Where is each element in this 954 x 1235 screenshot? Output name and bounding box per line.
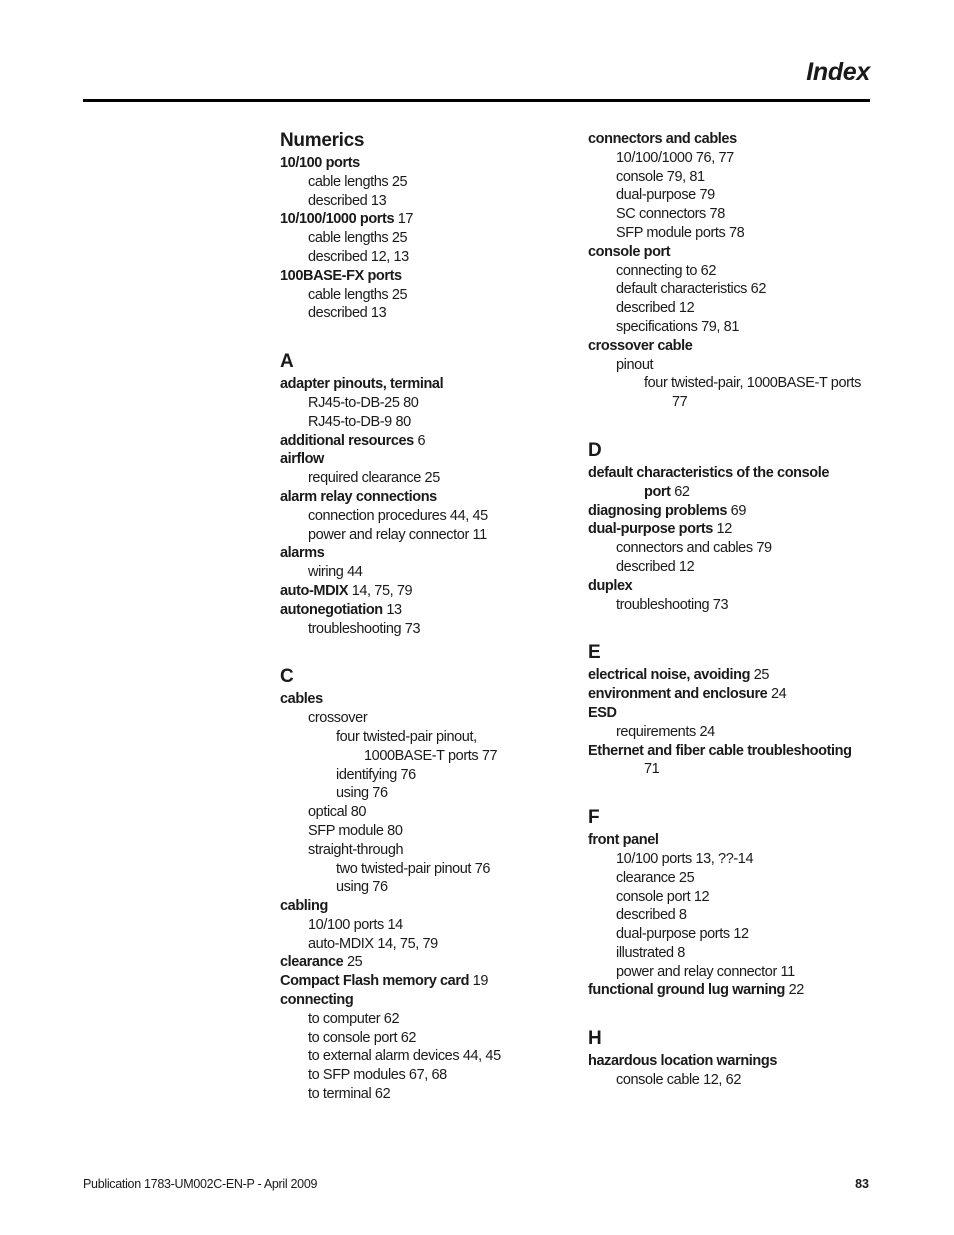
entry-text: connecting	[280, 992, 354, 1009]
entry-text: to console port 62	[308, 1029, 417, 1046]
index-subentry	[280, 803, 550, 822]
index-subentry	[280, 841, 550, 860]
section-heading: Numerics	[280, 130, 365, 151]
entry-text: described 12	[616, 558, 695, 575]
entry-text: 77	[672, 394, 688, 411]
entry-text: SFP module 80	[308, 822, 403, 839]
entry-text: console 79, 81	[616, 168, 705, 185]
index-term	[588, 464, 878, 483]
index-term	[280, 544, 550, 563]
entry-text: requirements 24	[616, 723, 715, 740]
entry-text: cable lengths 25	[308, 173, 408, 190]
entry-text: using 76	[336, 879, 388, 896]
index-subentry	[588, 850, 878, 869]
index-subentry	[588, 906, 878, 925]
entry-pages: 25	[750, 667, 770, 684]
entry-text: required clearance 25	[308, 470, 440, 487]
entry-text: connectors and cables	[588, 131, 737, 147]
entry-text: 10/100/1000 76, 77	[616, 149, 734, 166]
entry-text: dual-purpose ports 12	[616, 926, 749, 943]
index-subentry	[280, 248, 550, 267]
entry-pages: 17	[394, 211, 414, 228]
entry-text: dual-purpose ports	[588, 521, 713, 538]
entry-text: autonegotiation	[280, 601, 383, 618]
entry-text: cables	[280, 691, 323, 708]
entry-text: described 12, 13	[308, 248, 409, 265]
index-subentry	[588, 888, 878, 907]
header-divider	[83, 99, 870, 102]
index-subentry	[588, 205, 878, 224]
index-subentry	[280, 286, 550, 305]
publication-info: Publication 1783-UM002C-EN-P - April 2009	[83, 1177, 318, 1191]
entry-text: console port 12	[616, 888, 710, 905]
section-heading: C	[280, 666, 294, 688]
index-term	[280, 897, 550, 916]
index-term	[280, 267, 550, 286]
entry-text: dual-purpose 79	[616, 187, 715, 204]
index-subentry	[588, 356, 878, 375]
index-subentry	[280, 935, 550, 954]
index-subentry	[588, 393, 878, 412]
index-term	[280, 375, 550, 394]
entry-pages: 12	[712, 521, 732, 538]
index-term	[588, 520, 878, 539]
index-term	[280, 972, 550, 991]
index-term	[280, 450, 550, 469]
entry-text: troubleshooting 73	[308, 620, 421, 637]
index-subentry	[280, 916, 550, 935]
entry-text: console port	[588, 243, 671, 260]
index-column-right	[588, 130, 878, 1090]
index-subentry	[280, 747, 550, 766]
page-title: Index	[806, 58, 870, 86]
entry-text: hazardous location warnings	[588, 1053, 778, 1070]
index-subentry	[588, 963, 878, 982]
entry-text: connecting to 62	[616, 262, 717, 279]
index-subentry	[588, 558, 878, 577]
entry-text: to external alarm devices 44, 45	[308, 1048, 501, 1065]
index-subentry	[588, 760, 878, 779]
entry-text: adapter pinouts, terminal	[280, 376, 444, 393]
index-subentry	[588, 869, 878, 888]
entry-text: connectors and cables 79	[616, 540, 772, 557]
index-term	[588, 337, 878, 356]
entry-text: power and relay connector 11	[308, 526, 487, 543]
entry-text: connection procedures 44, 45	[308, 507, 488, 524]
entry-text: 100BASE-FX ports	[280, 267, 402, 284]
index-subentry	[280, 1029, 550, 1048]
entry-text: to terminal 62	[308, 1086, 391, 1103]
index-subentry	[588, 723, 878, 742]
entry-text: four twisted-pair, 1000BASE-T ports	[644, 375, 862, 392]
index-subentry	[588, 224, 878, 243]
index-subentry	[280, 526, 550, 545]
section-heading: F	[588, 807, 600, 829]
entry-text: 10/100 ports	[280, 155, 360, 171]
index-term	[280, 690, 550, 709]
index-subentry	[280, 709, 550, 728]
index-subentry	[588, 318, 878, 337]
index-subentry	[588, 483, 878, 502]
entry-pages: 25	[343, 954, 363, 971]
entry-pages: 62	[670, 483, 690, 500]
entry-text: alarms	[280, 545, 325, 562]
entry-text: pinout	[616, 356, 654, 373]
entry-text: crossover	[308, 710, 368, 727]
entry-pages: 19	[469, 973, 489, 990]
entry-text: 1000BASE-T ports 77	[364, 747, 498, 764]
entry-text: Ethernet and fiber cable troubleshooting	[588, 742, 852, 759]
index-subentry	[280, 1047, 550, 1066]
index-term	[588, 742, 878, 761]
index-subentry	[588, 299, 878, 318]
index-term	[588, 831, 878, 850]
entry-text: console cable 12, 62	[616, 1072, 742, 1089]
entry-text: auto-MDIX 14, 75, 79	[308, 935, 438, 952]
entry-text: described 13	[308, 192, 387, 209]
entry-text: specifications 79, 81	[616, 318, 739, 335]
entry-text: identifying 76	[336, 766, 416, 783]
entry-text: Compact Flash memory card	[280, 973, 470, 990]
index-subentry	[588, 374, 878, 393]
page-number: 83	[855, 1177, 869, 1191]
entry-text: auto-MDIX	[280, 582, 349, 599]
entry-text: straight-through	[308, 841, 404, 858]
entry-pages: 69	[727, 502, 746, 519]
entry-text: optical 80	[308, 804, 367, 821]
index-term	[588, 502, 878, 521]
entry-text: four twisted-pair pinout,	[336, 728, 477, 745]
index-term	[280, 154, 550, 173]
index-subentry	[280, 563, 550, 582]
index-term	[280, 953, 550, 972]
index-subentry	[588, 149, 878, 168]
section-heading: D	[588, 439, 602, 461]
entry-text: crossover cable	[588, 337, 693, 354]
entry-text: SC connectors 78	[616, 206, 725, 223]
entry-text: port	[644, 483, 671, 500]
entry-text: power and relay connector 11	[616, 963, 795, 980]
entry-pages: 13	[382, 601, 402, 618]
index-subentry	[280, 192, 550, 211]
index-subentry	[588, 596, 878, 615]
index-subentry	[588, 280, 878, 299]
entry-text: 10/100 ports 14	[308, 916, 403, 933]
entry-text: troubleshooting 73	[616, 596, 729, 613]
entry-text: to SFP modules 67, 68	[308, 1067, 447, 1084]
entry-text: SFP module ports 78	[616, 224, 745, 241]
section-heading: A	[280, 351, 294, 373]
entry-pages: 24	[767, 686, 787, 703]
index-term	[588, 704, 878, 723]
index-subentry	[280, 766, 550, 785]
index-subentry	[280, 784, 550, 803]
entry-text: clearance 25	[616, 869, 695, 886]
entry-text: electrical noise, avoiding	[588, 667, 751, 684]
index-subentry	[280, 728, 550, 747]
index-subentry	[588, 262, 878, 281]
index-subentry	[588, 168, 878, 187]
entry-text: environment and enclosure	[588, 686, 768, 703]
entry-text: 10/100/1000 ports	[280, 211, 395, 228]
entry-text: alarm relay connections	[280, 488, 437, 505]
entry-text: cable lengths 25	[308, 286, 408, 303]
index-subentry	[588, 186, 878, 205]
entry-text: RJ45-to-DB-25 80	[308, 394, 419, 411]
entry-text: duplex	[588, 577, 633, 594]
index-subentry	[588, 1071, 878, 1090]
index-subentry	[280, 394, 550, 413]
entry-text: to computer 62	[308, 1010, 400, 1027]
index-subentry	[280, 507, 550, 526]
index-term	[588, 130, 878, 149]
index-term	[588, 577, 878, 596]
index-term	[588, 981, 878, 1000]
index-term	[588, 243, 878, 262]
index-subentry	[588, 539, 878, 558]
index-term	[280, 210, 550, 229]
entry-text: 10/100 ports 13, ??-14	[616, 850, 754, 867]
index-term	[280, 582, 550, 601]
section-heading: H	[588, 1028, 602, 1050]
entry-text: cable lengths 25	[308, 230, 408, 247]
entry-text: RJ45-to-DB-9 80	[308, 413, 411, 430]
entry-pages: 6	[413, 432, 426, 449]
entry-text: wiring 44	[308, 564, 363, 581]
index-subentry	[280, 860, 550, 879]
entry-text: diagnosing problems	[588, 502, 728, 519]
index-subentry	[280, 1010, 550, 1029]
index-term	[280, 991, 550, 1010]
entry-text: illustrated 8	[616, 944, 685, 961]
index-term	[588, 666, 878, 685]
entry-pages: 14, 75, 79	[348, 582, 413, 599]
entry-text: front panel	[588, 832, 659, 849]
index-subentry	[280, 878, 550, 897]
entry-pages: 22	[785, 982, 804, 999]
entry-text: default characteristics of the console	[588, 464, 830, 481]
entry-text: cabling	[280, 898, 328, 915]
entry-text: airflow	[280, 451, 324, 468]
index-subentry	[280, 620, 550, 639]
index-subentry	[280, 1066, 550, 1085]
index-subentry	[588, 944, 878, 963]
entry-text: two twisted-pair pinout 76	[336, 860, 491, 877]
index-term	[280, 432, 550, 451]
entry-text: described 13	[308, 305, 387, 322]
entry-text: default characteristics 62	[616, 281, 766, 298]
index-column-left	[280, 128, 550, 1104]
entry-text: clearance	[280, 954, 344, 971]
entry-text: described 8	[616, 907, 687, 924]
entry-text: described 12	[616, 300, 695, 317]
section-heading: E	[588, 642, 601, 664]
index-subentry	[280, 173, 550, 192]
entry-text: 71	[644, 761, 660, 778]
index-term	[280, 601, 550, 620]
index-term	[280, 488, 550, 507]
index-subentry	[588, 925, 878, 944]
entry-text: ESD	[588, 704, 617, 721]
index-subentry	[280, 413, 550, 432]
index-subentry	[280, 304, 550, 323]
index-subentry	[280, 469, 550, 488]
entry-text: functional ground lug warning	[588, 982, 786, 999]
index-subentry	[280, 822, 550, 841]
entry-text: using 76	[336, 785, 388, 802]
index-subentry	[280, 1085, 550, 1104]
entry-text: additional resources	[280, 432, 414, 449]
index-term	[588, 1052, 878, 1071]
index-subentry	[280, 229, 550, 248]
index-term	[588, 685, 878, 704]
